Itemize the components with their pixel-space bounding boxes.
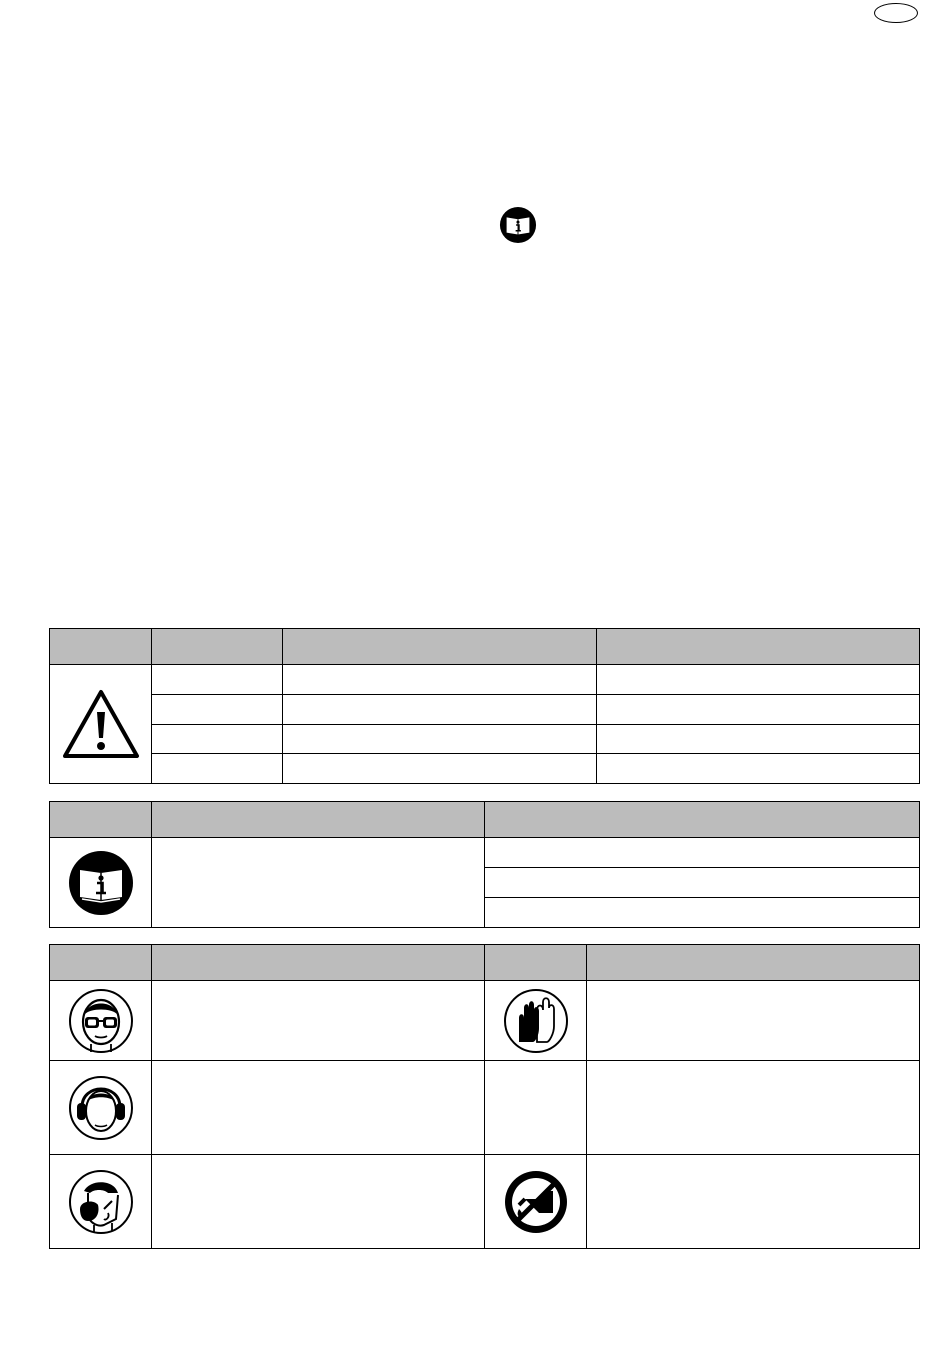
table-cell <box>152 981 485 1061</box>
table-cell <box>485 898 920 928</box>
table-cell <box>283 694 597 724</box>
header-symbol <box>50 802 152 838</box>
table-cell <box>152 724 283 754</box>
gloves-icon <box>503 988 569 1054</box>
table-cell <box>283 665 597 695</box>
table-header-row <box>50 629 920 665</box>
table-cell <box>587 1061 920 1155</box>
header-meaning-left <box>152 945 485 981</box>
eye-protection-cell <box>50 981 152 1061</box>
information-table <box>49 801 920 928</box>
hearing-protection-cell <box>50 1061 152 1155</box>
table-cell <box>597 754 920 784</box>
empty-symbol-cell <box>485 1061 587 1155</box>
protection-table <box>49 944 920 1249</box>
warning-triangle-icon <box>62 688 140 760</box>
table-cell <box>152 1061 485 1155</box>
table-cell <box>597 665 920 695</box>
table-row <box>50 1155 920 1249</box>
warning-table <box>49 628 920 784</box>
header-meaning-right <box>587 945 920 981</box>
table-cell <box>597 694 920 724</box>
table-cell <box>587 1155 920 1249</box>
table-row <box>50 754 920 784</box>
table-cell <box>152 754 283 784</box>
gloves-cell <box>485 981 587 1061</box>
table-cell <box>485 838 920 868</box>
header-consequence <box>597 629 920 665</box>
header-symbol-left <box>50 945 152 981</box>
header-signal-word <box>152 629 283 665</box>
table-cell <box>597 724 920 754</box>
read-manual-icon <box>499 206 537 244</box>
header-note <box>485 802 920 838</box>
table-header-row <box>50 945 920 981</box>
table-row <box>50 1061 920 1155</box>
table-cell <box>283 724 597 754</box>
table-cell <box>587 981 920 1061</box>
header-symbol-right <box>485 945 587 981</box>
dust-mask-icon <box>68 1169 134 1235</box>
oil-disposal-cell <box>485 1155 587 1249</box>
table-cell <box>152 1155 485 1249</box>
hearing-protection-icon <box>68 1075 134 1141</box>
table-row <box>50 724 920 754</box>
information-description <box>152 838 485 928</box>
table-row <box>50 694 920 724</box>
language-badge <box>874 3 918 23</box>
header-meaning <box>152 802 485 838</box>
table-cell <box>283 754 597 784</box>
table-row <box>50 665 920 695</box>
oil-disposal-icon <box>503 1169 569 1235</box>
dust-mask-cell <box>50 1155 152 1249</box>
table-header-row <box>50 802 920 838</box>
table-row <box>50 981 920 1061</box>
table-cell <box>485 868 920 898</box>
header-symbol <box>50 629 152 665</box>
table-row <box>50 838 920 868</box>
read-manual-icon <box>68 850 134 916</box>
warning-symbol-cell <box>50 665 152 784</box>
table-cell <box>152 665 283 695</box>
read-manual-symbol-cell <box>50 838 152 928</box>
table-cell <box>152 694 283 724</box>
header-meaning <box>283 629 597 665</box>
eye-protection-icon <box>68 988 134 1054</box>
